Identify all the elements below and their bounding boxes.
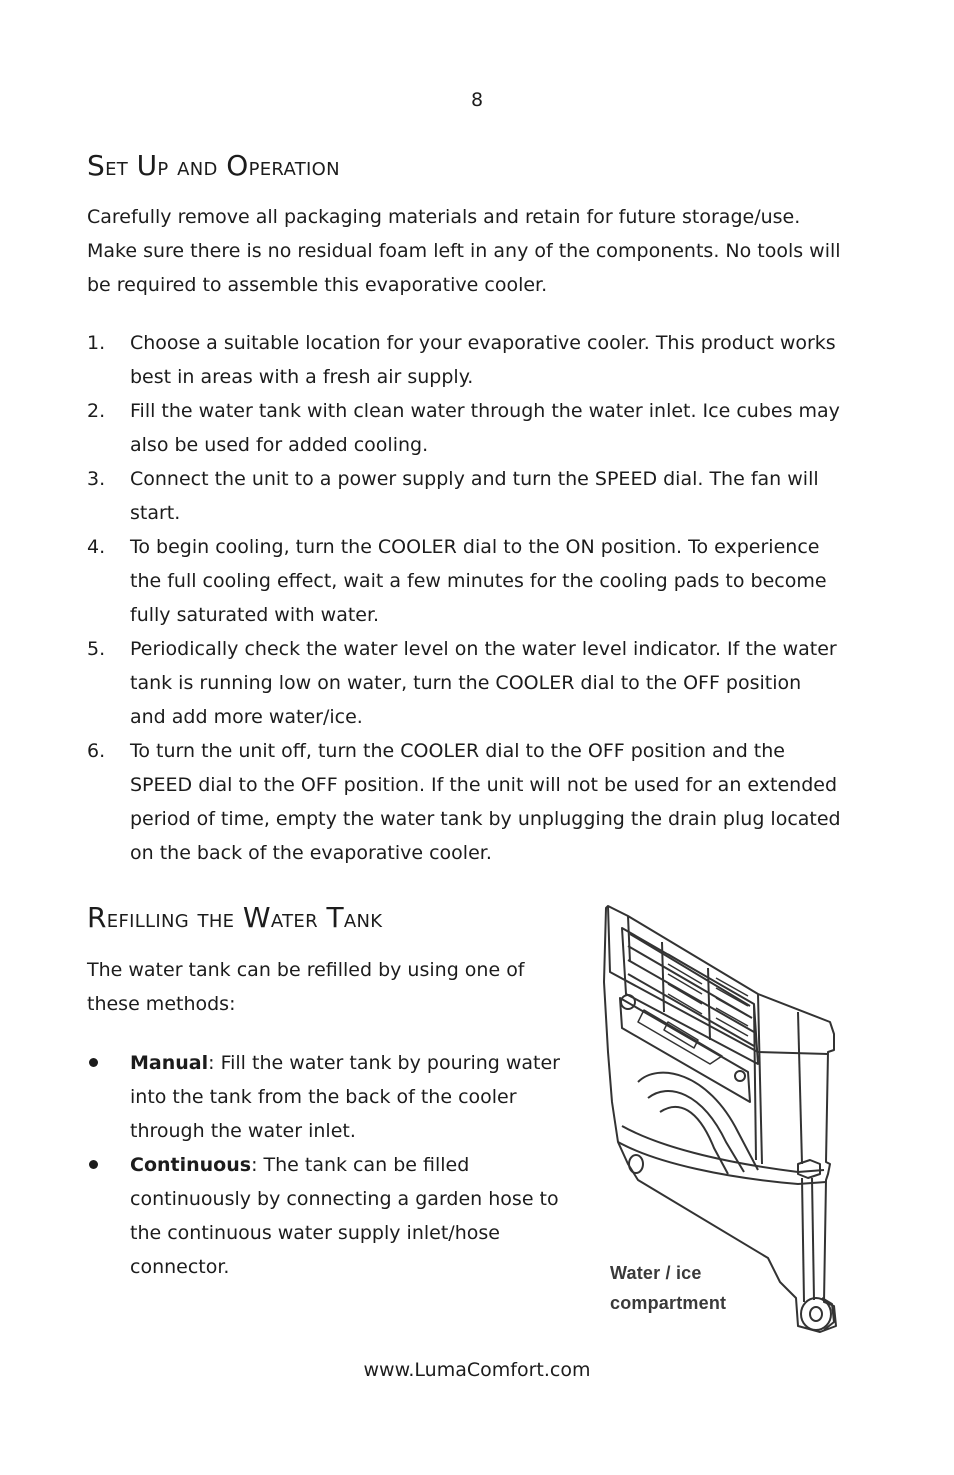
step-number: 4. — [87, 536, 106, 558]
bullet-line: connector. — [130, 1256, 230, 1278]
bullet-icon — [89, 1160, 98, 1169]
step-number: 3. — [87, 468, 106, 490]
page-number: 8 — [470, 89, 484, 111]
heading-rest: efilling the — [106, 904, 243, 934]
bullet-line: into the tank from the back of the cooler — [130, 1086, 517, 1108]
step-number: 1. — [87, 332, 106, 354]
step-line: the full cooling effect, wait a few minutes for the cooling pads to become — [130, 570, 827, 592]
heading-cap: U — [136, 149, 158, 182]
setup-steps-list — [87, 326, 877, 870]
step-item — [87, 326, 877, 394]
caption-line: Water / ice — [610, 1263, 702, 1283]
bullet-item — [87, 1046, 587, 1148]
heading-cap: S — [87, 149, 106, 182]
section-heading-setup — [87, 149, 340, 182]
step-line: To begin cooling, turn the COOLER dial to the ON position. To experience — [130, 536, 820, 558]
step-line: period of time, empty the water tank by unplugging the drain plug located — [130, 808, 841, 830]
step-line: start. — [130, 502, 181, 524]
step-item — [87, 394, 877, 462]
step-item — [87, 462, 877, 530]
bullet-line: through the water inlet. — [130, 1120, 356, 1142]
heading-rest: peration — [248, 152, 340, 182]
step-line: also be used for added cooling. — [130, 434, 429, 456]
section-heading-refilling — [87, 901, 382, 934]
step-number: 6. — [87, 740, 106, 762]
step-line: Choose a suitable location for your evaporative cooler. This product works — [130, 332, 836, 354]
step-number: 5. — [87, 638, 106, 660]
bullet-term: Manual — [130, 1052, 209, 1074]
bullet-item — [87, 1148, 587, 1284]
cooler-illustration — [598, 902, 848, 1334]
setup-intro-paragraph — [87, 200, 877, 302]
step-line: Connect the unit to a power supply and turn the SPEED dial. The fan will — [130, 468, 819, 490]
step-line: Fill the water tank with clean water through the water inlet. Ice cubes may — [130, 400, 840, 422]
intro-line: Make sure there is no residual foam left in any of the components. No tools will — [87, 240, 841, 262]
step-line: best in areas with a fresh air supply. — [130, 366, 474, 388]
bullet-line: continuously by connecting a garden hose to — [130, 1188, 559, 1210]
bullet-line: the continuous water supply inlet/hose — [130, 1222, 500, 1244]
refill-intro-paragraph — [87, 953, 567, 1021]
step-line: on the back of the evaporative cooler. — [130, 842, 492, 864]
step-line: fully saturated with water. — [130, 604, 380, 626]
heading-rest: ater — [270, 904, 327, 934]
step-line: To turn the unit off, turn the COOLER dial to the OFF position and the — [130, 740, 785, 762]
step-item — [87, 632, 877, 734]
heading-cap: W — [242, 901, 271, 934]
step-line: and add more water/ice. — [130, 706, 363, 728]
bullet-text: : Fill the water tank by pouring water — [208, 1052, 560, 1074]
heading-cap: O — [226, 149, 249, 182]
heading-rest: p and — [157, 152, 227, 182]
step-number: 2. — [87, 400, 106, 422]
step-item — [87, 530, 877, 632]
bullet-text: : The tank can be filled — [251, 1154, 470, 1176]
caption-line: compartment — [610, 1293, 727, 1313]
step-line: SPEED dial to the OFF position. If the unit will not be used for an extended — [130, 774, 837, 796]
intro-line: The water tank can be refilled by using one of — [87, 959, 525, 981]
footer-website: www.LumaComfort.com — [363, 1359, 591, 1381]
heading-rest: et — [105, 152, 137, 182]
heading-rest: ank — [343, 904, 383, 934]
step-item — [87, 734, 877, 870]
intro-line: these methods: — [87, 993, 236, 1015]
step-line: Periodically check the water level on the water level indicator. If the water — [130, 638, 837, 660]
intro-line: Carefully remove all packaging materials and retain for future storage/use. — [87, 206, 801, 228]
bullet-term: Continuous — [130, 1154, 252, 1176]
intro-line: be required to assemble this evaporative cooler. — [87, 274, 548, 296]
refill-methods-list — [87, 1046, 587, 1284]
step-line: tank is running low on water, turn the COOLER dial to the OFF position — [130, 672, 802, 694]
bullet-icon — [89, 1058, 98, 1067]
heading-cap: T — [326, 901, 344, 934]
heading-cap: R — [87, 901, 107, 934]
figure-caption — [610, 1258, 726, 1318]
